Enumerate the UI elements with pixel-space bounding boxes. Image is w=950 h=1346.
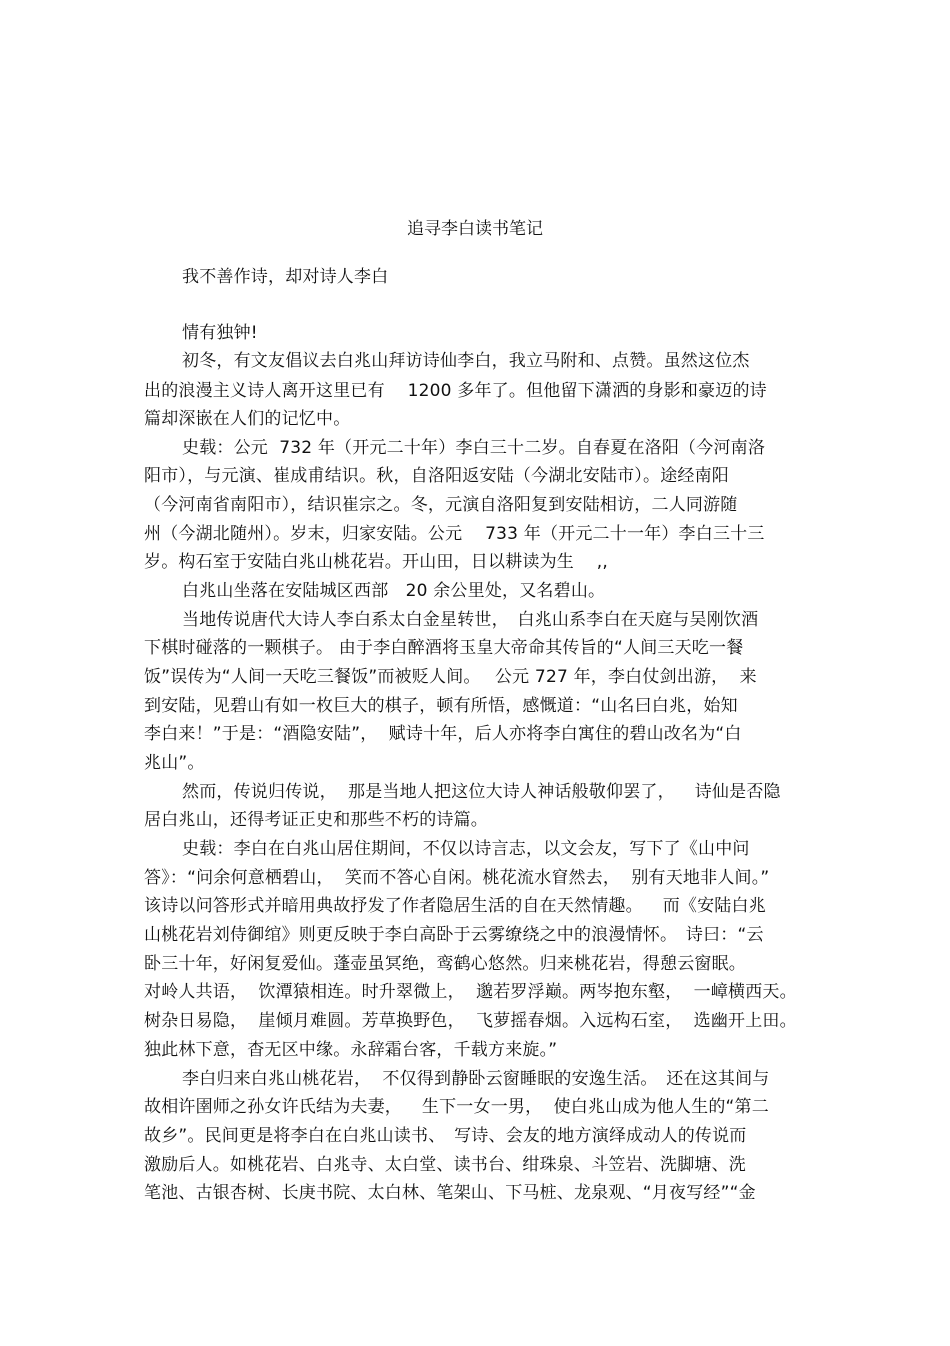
text-line: 当地传说唐代大诗人李白系太白金星转世， 白兆山系李白在天庭与吴刚饮酒 xyxy=(182,610,759,630)
text-line: 白兆山坐落在安陆城区西部 20 余公里处，又名碧山。 xyxy=(182,581,606,601)
text-line: 阳市），与元演、崔成甫结识。秋，自洛阳返安陆（今湖北安陆市）。途经南阳 xyxy=(144,466,729,486)
text-line: 出的浪漫主义诗人离开这里已有 1200 多年了。但他留下潇洒的身影和豪迈的诗 xyxy=(144,381,767,401)
text-line: 李白来！”于是：“酒隐安陆”， 赋诗十年，后人亦将李白寓住的碧山改名为“白 xyxy=(144,724,742,744)
text-line: 笔池、古银杏树、长庚书院、太白林、笔架山、下马桩、龙泉观、“月夜写经”“金 xyxy=(144,1183,756,1203)
text-line: 初冬，有文友倡议去白兆山拜访诗仙李白，我立马附和、点赞。虽然这位杰 xyxy=(182,351,750,371)
text-line: 该诗以问答形式并暗用典故抒发了作者隐居生活的自在天然情趣。 而《安陆白兆 xyxy=(144,896,766,916)
text-line: 树杂日易隐， 崖倾月难圆。芳草换野色， 飞萝摇春烟。入远构石室， 选幽开上田。 xyxy=(144,1011,797,1031)
text-line: 饭”误传为“人间一天吃三餐饭”而被贬人间。 公元 727 年，李白仗剑出游， 来 xyxy=(144,667,757,687)
text-line: 李白归来白兆山桃花岩， 不仅得到静卧云窗睡眠的安逸生活。 还在这其间与 xyxy=(182,1069,770,1089)
text-line: 独此林下意，杳无区中缘。永辞霜台客，千载方来旋。” xyxy=(144,1040,558,1060)
text-line: 下棋时碰落的一颗棋子。 由于李白醉酒将玉皇大帝命其传旨的“人间三天吃一餐 xyxy=(144,638,744,658)
text-line: 兆山”。 xyxy=(144,753,205,773)
text-line: 史载：公元 732 年（开元二十年）李白三十二岁。自春夏在洛阳（今河南洛 xyxy=(182,438,766,458)
text-line: 然而，传说归传说， 那是当地人把这位大诗人神话般敬仰罢了， 诗仙是否隐 xyxy=(182,782,781,802)
text-line: 史载：李白在白兆山居住期间，不仅以诗言志，以文会友，写下了《山中问 xyxy=(182,839,750,859)
text-line: 我不善作诗，却对诗人李白 xyxy=(182,267,389,287)
text-line: 岁。构石室于安陆白兆山桃花岩。开山田，日以耕读为生 ,, xyxy=(144,552,609,572)
text-line: 到安陆，见碧山有如一枚巨大的棋子，顿有所悟，感慨道：“山名曰白兆，始知 xyxy=(144,696,738,716)
text-line: 故相许圉师之孙女许氏结为夫妻， 生下一女一男， 使白兆山成为他人生的“第二 xyxy=(144,1097,769,1117)
text-line: 情有独钟! xyxy=(182,323,258,343)
text-line: 对岭人共语， 饮潭猿相连。时升翠微上， 邈若罗浮巅。两岑抱东壑， 一嶂横西天。 xyxy=(144,982,797,1002)
text-line: 篇却深嵌在人们的记忆中。 xyxy=(144,409,351,429)
text-line: 居白兆山，还得考证正史和那些不朽的诗篇。 xyxy=(144,810,488,830)
text-line: 州（今湖北随州）。岁末，归家安陆。公元 733 年（开元二十一年）李白三十三 xyxy=(144,524,765,544)
text-line: 答》：“问余何意栖碧山， 笑而不答心自闲。桃花流水窅然去， 别有天地非人间。” xyxy=(144,868,770,888)
text-line: 故乡”。民间更是将李白在白兆山读书、 写诗、会友的地方演绎成动人的传说而 xyxy=(144,1126,747,1146)
text-line: 激励后人。如桃花岩、白兆寺、太白堂、读书台、绀珠泉、斗笠岩、洗脚塘、洗 xyxy=(144,1155,746,1175)
document-title: 追寻李白读书笔记 xyxy=(407,219,543,239)
text-line: 山桃花岩刘侍御绾》则更反映于李白高卧于云雾缭绕之中的浪漫情怀。 诗曰：“云 xyxy=(144,925,764,945)
text-line: （今河南省南阳市），结识崔宗之。冬，元演自洛阳复到安陆相访，二人同游随 xyxy=(144,495,738,515)
text-line: 卧三十年，好闲复爱仙。蓬壶虽冥绝，鸾鹤心悠然。归来桃花岩，得憩云窗眠。 xyxy=(144,954,746,974)
